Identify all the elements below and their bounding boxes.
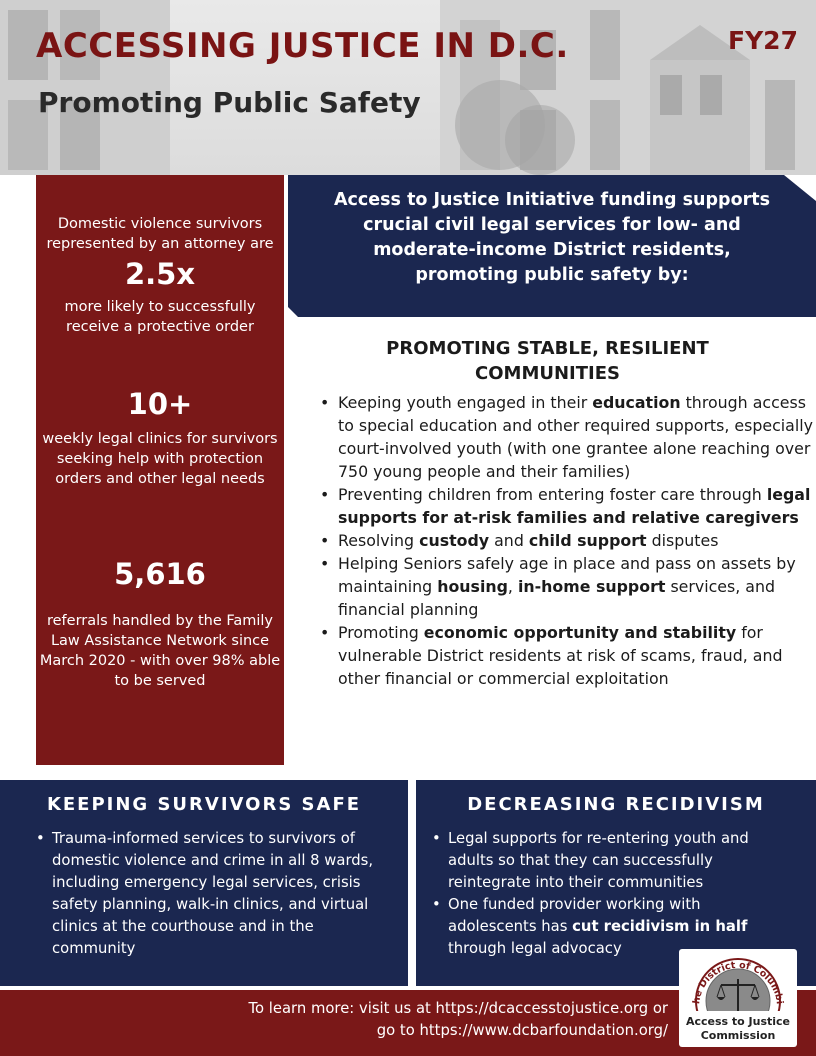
item-text: and (489, 531, 529, 550)
item-emphasis: custody (419, 531, 490, 550)
survivors-title: KEEPING SURVIVORS SAFE (46, 794, 362, 815)
recidivism-list (430, 828, 790, 960)
survivors-list (34, 828, 384, 960)
item-text: Preventing children from entering foster care through (338, 485, 767, 504)
fiscal-year-label: FY27 (728, 26, 798, 55)
seal-arc-text: he District of Columbi (691, 959, 785, 1005)
item-text: Keeping youth engaged in their (338, 393, 593, 412)
item-text: through access to special education and other required supports, especially court-involved youth (with one grantee alone reaching over 750 young people and their families) (338, 393, 813, 481)
list-item: • Trauma-informed services to survivors of domestic violence and crime in all 8 wards, including emergency legal services, crisis safety planning, walk-in clinics, and virtual clinics at the courthouse and in the community (34, 828, 384, 960)
intro-line: moderate-income District residents, (373, 240, 731, 260)
list-item (314, 552, 814, 621)
seal-line1: Access to Justice (685, 1015, 791, 1028)
stat-value: 5,616 (114, 557, 206, 591)
intro-line: Access to Justice Initiative funding supports (333, 190, 771, 210)
footer-links (190, 998, 668, 1042)
page-subtitle: Promoting Public Safety (38, 86, 421, 119)
item-text: Helping Seniors safely age in place and pass on assets by maintaining (338, 554, 796, 596)
item-emphasis: economic opportunity and stability (423, 623, 737, 642)
page-title: ACCESSING JUSTICE IN D.C. (36, 26, 569, 66)
intro-statement (296, 188, 808, 288)
communities-list (314, 391, 814, 690)
footer-line: To learn more: visit us at https://dcaccesstojustice.org or (248, 1000, 668, 1017)
header-banner (0, 0, 816, 175)
section-heading-communities (330, 336, 765, 386)
stat-value: 10+ (127, 387, 193, 421)
item-emphasis: child support (528, 531, 647, 550)
item-emphasis: in-home support (517, 577, 666, 596)
recidivism-title: DECREASING RECIDIVISM (467, 794, 765, 815)
item-text: services, and financial planning (338, 577, 776, 619)
list-item: • Legal supports for re-entering youth and adults so that they can successfully reintegrate into their communities (430, 828, 790, 894)
list-item (314, 483, 814, 529)
item-emphasis: housing (437, 577, 508, 596)
item-text: One funded provider working with adolescents has (448, 896, 701, 935)
survivors-box (0, 780, 408, 986)
item-emphasis: education (592, 393, 681, 412)
scales-of-justice-icon (679, 949, 797, 1047)
commission-logo (679, 949, 797, 1047)
heading-line: COMMUNITIES (475, 363, 620, 384)
list-item (314, 621, 814, 690)
item-text: disputes (646, 531, 719, 550)
stat-description: referrals handled by the Family Law Assistance Network since March 2020 - with over 98% able to be served (39, 613, 281, 689)
intro-line: crucial civil legal services for low- and (363, 215, 741, 235)
intro-line: promoting public safety by: (415, 265, 689, 285)
stat-intro: Domestic violence survivors represented by an attorney are (46, 216, 274, 252)
footer-line: go to https://www.dcbarfoundation.org/ (376, 1022, 668, 1039)
item-text: Promoting (338, 623, 424, 642)
item-text: through legal advocacy (448, 940, 622, 957)
stat-value: 2.5x (124, 257, 196, 291)
item-text: for vulnerable District residents at risk of scams, fraud, and other financial or commercial exploitation (338, 623, 783, 688)
item-text: Resolving (338, 531, 420, 550)
heading-line: PROMOTING STABLE, RESILIENT (386, 338, 709, 359)
item-emphasis: cut recidivism in half (572, 918, 748, 935)
item-emphasis: legal supports for at-risk families and relative caregivers (338, 485, 811, 527)
stats-panel (36, 175, 284, 765)
list-item (314, 529, 814, 552)
stat-description: weekly legal clinics for survivors seeking help with protection orders and other legal needs (42, 431, 278, 487)
list-item (314, 391, 814, 483)
item-text: , (507, 577, 518, 596)
stat-description: more likely to successfully receive a protective order (64, 299, 256, 335)
seal-line2: Commission (700, 1029, 776, 1042)
